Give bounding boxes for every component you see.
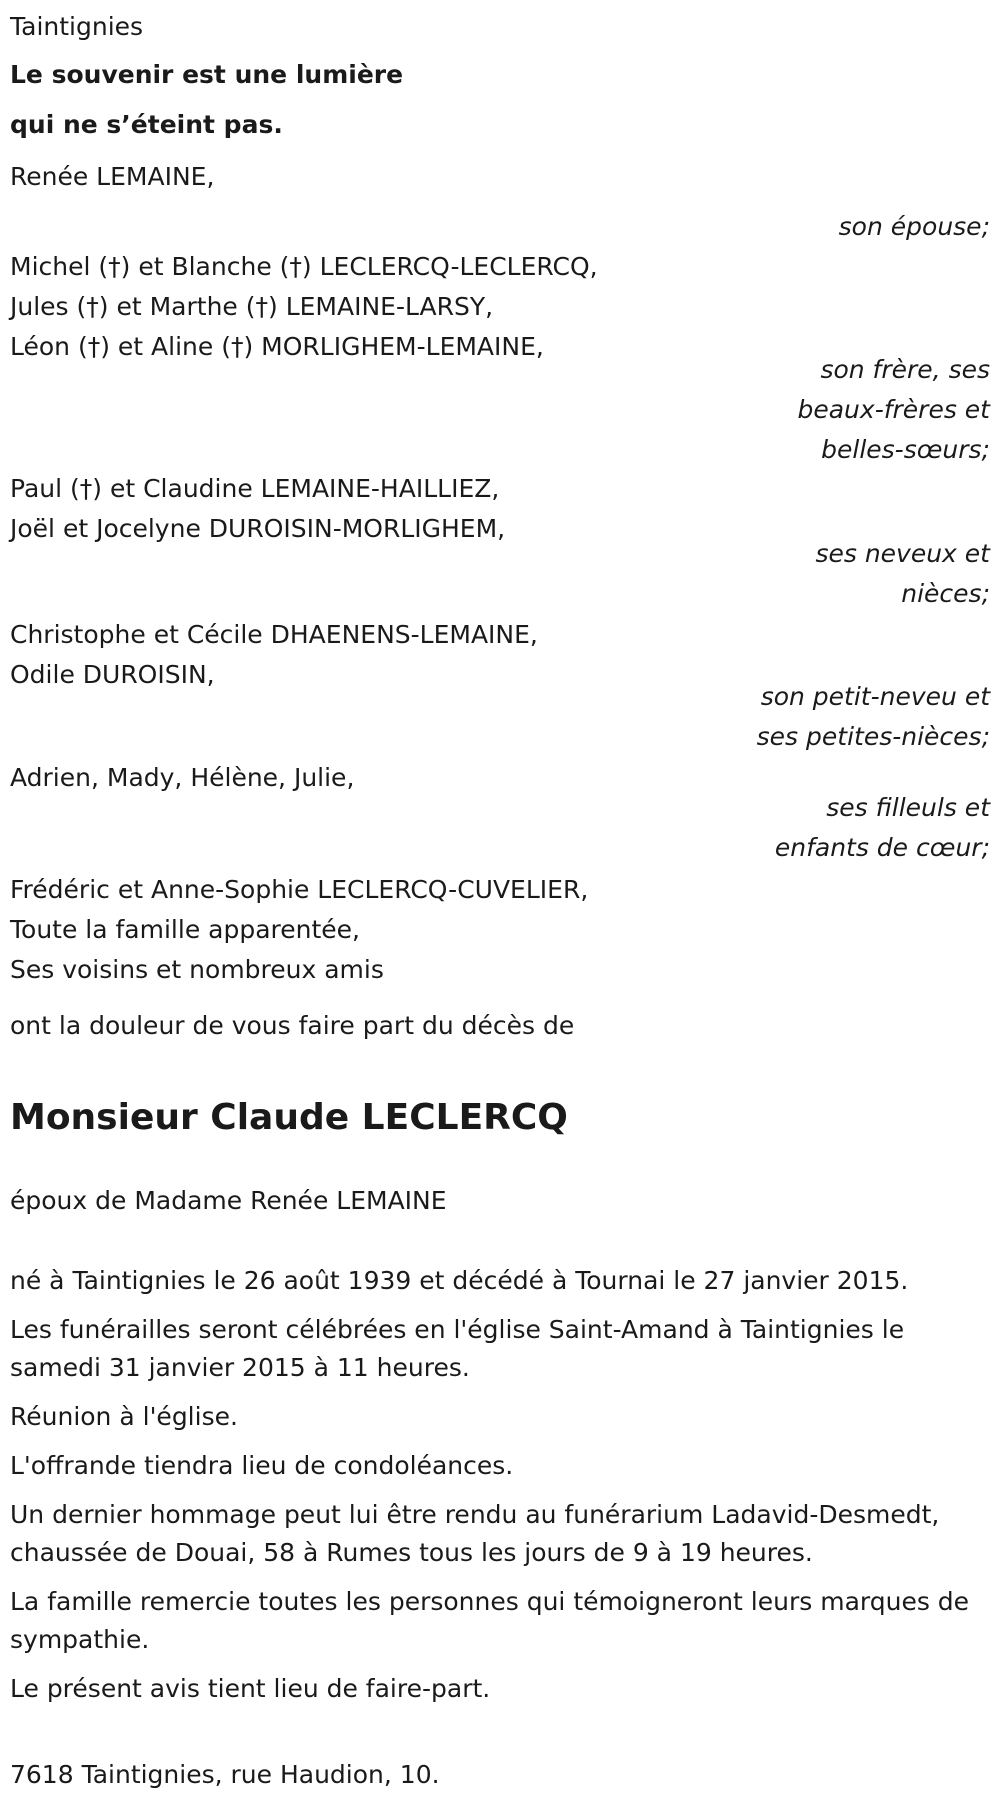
family-name-line: Michel (†) et Blanche (†) LECLERCQ-LECLERCQ, [10,252,598,281]
detail-paragraph: né à Taintignies le 26 août 1939 et décédé à Tournai le 27 janvier 2015. [10,1266,909,1295]
relation-line: son petit-neveu et [760,682,990,711]
family-name-line: Adrien, Mady, Hélène, Julie, [10,763,355,792]
relation-grand-nephews [730,677,990,757]
detail-paragraph: L'offrande tiendra lieu de condoléances. [10,1451,514,1480]
relation-godchildren [730,788,990,868]
town-heading: Taintignies [10,12,144,41]
relation-line: ses neveux et [815,539,990,568]
family-name-line: Christophe et Cécile DHAENENS-LEMAINE, [10,620,538,649]
family-group-godchildren [10,758,354,798]
family-name-line: Paul (†) et Claudine LEMAINE-HAILLIEZ, [10,474,500,503]
family-group-nephews [10,469,505,549]
relation-line: belles-sœurs; [821,435,990,464]
detail-paragraph: Les funérailles seront célébrées en l'église Saint-Amand à Taintignies le samedi 31 janvier 2015 à 11 heures. [10,1315,905,1382]
family-address: 7618 Taintignies, rue Haudion, 10. [10,1760,440,1789]
announcement-intro: ont la douleur de vous faire part du décès de [10,1011,575,1040]
family-group-spouse [10,157,214,197]
detail-paragraph: Réunion à l'église. [10,1402,238,1431]
relation-line: ses filleuls et [826,793,990,822]
family-name-line: Ses voisins et nombreux amis [10,955,384,984]
relation-siblings [730,350,990,470]
motto-line-1: Le souvenir est une lumière [10,60,404,89]
family-name-line: Odile DUROISIN, [10,660,215,689]
family-group-siblings [10,247,598,367]
funeral-details [10,1262,985,1719]
detail-paragraph: Un dernier hommage peut lui être rendu au funérarium Ladavid-Desmedt, chaussée de Douai, 58 à Rumes tous les jours de 9 à 19 heures. [10,1500,940,1567]
detail-paragraph: La famille remercie toutes les personnes qui témoigneront leurs marques de sympathie. [10,1587,970,1654]
family-name-line: Léon (†) et Aline (†) MORLIGHEM-LEMAINE, [10,332,544,361]
spouse-line: époux de Madame Renée LEMAINE [10,1186,447,1215]
motto-line-2: qui ne s’éteint pas. [10,110,283,139]
family-name-line: Joël et Jocelyne DUROISIN-MORLIGHEM, [10,514,506,543]
relation-nephews [730,534,990,614]
relation-line: beaux-frères et [797,395,990,424]
family-group-grand-nephews [10,615,538,695]
family-group-others [10,870,588,990]
deceased-name: Monsieur Claude LECLERCQ [10,1097,568,1138]
family-name-line: Renée LEMAINE, [10,162,215,191]
relation-line: son épouse; [838,212,990,241]
relation-line: enfants de cœur; [774,833,990,862]
relation-line: son frère, ses [820,355,990,384]
relation-line: nièces; [901,579,990,608]
relation-line: ses petites-nièces; [756,722,990,751]
family-name-line: Toute la famille apparentée, [10,915,360,944]
detail-paragraph: Le présent avis tient lieu de faire-part. [10,1674,491,1703]
relation-spouse [730,207,990,247]
family-name-line: Jules (†) et Marthe (†) LEMAINE-LARSY, [10,292,494,321]
family-name-line: Frédéric et Anne-Sophie LECLERCQ-CUVELIER, [10,875,589,904]
